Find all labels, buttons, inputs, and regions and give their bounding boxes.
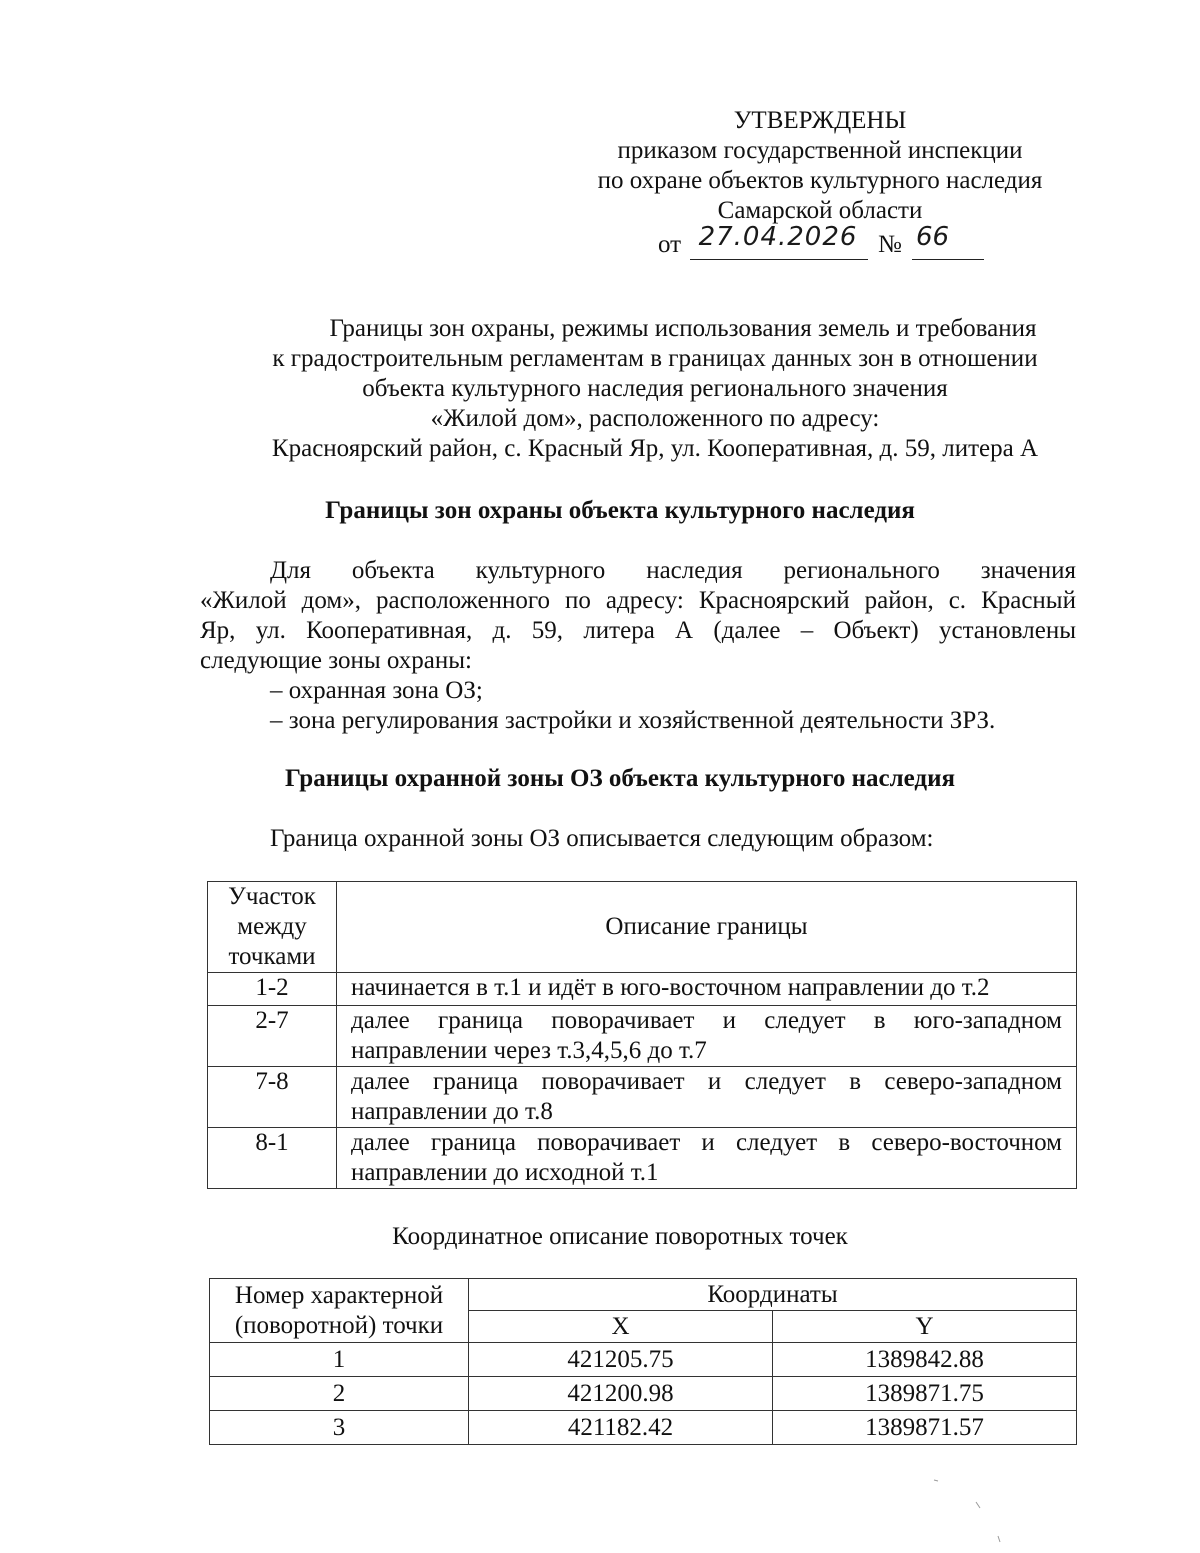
title-line: «Жилой дом», расположенного по адресу:	[430, 405, 880, 432]
segment-cell: 8-1	[208, 1128, 337, 1189]
point-cell: 2	[210, 1377, 469, 1411]
table-row	[208, 1006, 1077, 1067]
header-text: между	[237, 913, 307, 940]
description-text: далее граница поворачивает и следует в юго-западном направлении через т.3,4,5,6 до т.7	[351, 1007, 1062, 1064]
handwritten-number: 66	[916, 222, 950, 252]
segment-cell: 1-2	[208, 973, 337, 1006]
header-cell-segment	[208, 882, 337, 973]
header-cell-description: Описание границы	[337, 882, 1077, 973]
header-cell-coordinates: Координаты	[469, 1279, 1077, 1311]
date-underline	[690, 259, 868, 260]
table-header-row	[208, 882, 1077, 973]
point-cell: 1	[210, 1343, 469, 1377]
intro-text: Граница охранной зоны ОЗ описывается следующим образом:	[270, 825, 934, 852]
x-cell: 421205.75	[469, 1343, 773, 1377]
x-cell: 421182.42	[469, 1411, 773, 1445]
list-item: – зона регулирования застройки и хозяйственной деятельности ЗРЗ.	[270, 707, 996, 734]
paragraph-line: следующие зоны охраны:	[200, 647, 472, 674]
section-heading: Границы зон охраны объекта культурного наследия	[325, 497, 915, 524]
scan-specks	[930, 1470, 1020, 1550]
handwritten-date: 27.04.2026	[698, 222, 858, 252]
header-cell-y: Y	[773, 1311, 1077, 1343]
number-underline	[912, 259, 984, 260]
table-row	[208, 973, 1077, 1006]
table-row	[210, 1411, 1077, 1445]
zones-list	[270, 676, 1090, 736]
section-heading: Границы охранной зоны ОЗ объекта культурного наследия	[284, 765, 956, 792]
date-prefix: от	[658, 231, 682, 258]
table-row	[208, 1067, 1077, 1128]
description-cell	[337, 973, 1077, 1006]
segment-cell: 7-8	[208, 1067, 337, 1128]
coordinates-table	[209, 1278, 1077, 1445]
list-item: – охранная зона ОЗ;	[270, 677, 483, 704]
y-cell: 1389842.88	[773, 1343, 1077, 1377]
title-line: к градостроительным регламентам в границах данных зон в отношении	[272, 345, 1038, 372]
x-cell: 421200.98	[469, 1377, 773, 1411]
approval-title: УТВЕРЖДЕНЫ	[733, 107, 907, 134]
header-text: точками	[228, 943, 316, 970]
table-row	[208, 1128, 1077, 1189]
approval-line: приказом государственной инспекции	[617, 137, 1023, 164]
approval-line: Самарской области	[717, 197, 923, 224]
header-cell-point	[210, 1279, 469, 1343]
header-text: (поворотной) точки	[234, 1311, 444, 1339]
boundary-table	[207, 881, 1077, 1189]
coordinates-heading: Координатное описание поворотных точек	[392, 1223, 848, 1250]
title-line: Красноярский район, с. Красный Яр, ул. Кооперативная, д. 59, литера А	[271, 435, 1039, 462]
title-line: объекта культурного наследия регионального значения	[362, 375, 948, 402]
document-title	[150, 314, 1160, 464]
description-text: далее граница поворачивает и следует в северо-восточном направлении до исходной т.1	[351, 1129, 1062, 1186]
body-paragraph	[200, 556, 1076, 676]
number-prefix: №	[878, 231, 902, 258]
y-cell: 1389871.57	[773, 1411, 1077, 1445]
description-text: начинается в т.1 и идёт в юго-восточном направлении до т.2	[351, 974, 990, 1001]
approval-date-row	[580, 222, 1060, 258]
description-cell	[337, 1128, 1077, 1189]
paragraph-line: Для объекта культурного наследия регионального значения	[270, 557, 1076, 584]
approval-line: по охране объектов культурного наследия	[597, 167, 1043, 194]
segment-cell: 2-7	[208, 1006, 337, 1067]
description-text: далее граница поворачивает и следует в северо-западном направлении до т.8	[351, 1068, 1062, 1125]
table-header-row	[210, 1279, 1077, 1311]
title-line: Границы зон охраны, режимы использования земель и требования	[329, 315, 1037, 342]
paragraph-line: «Жилой дом», расположенного по адресу: Красноярский район, с. Красный	[200, 587, 1076, 614]
header-text: Участок	[228, 883, 316, 910]
point-cell: 3	[210, 1411, 469, 1445]
table-row	[210, 1377, 1077, 1411]
description-cell	[337, 1006, 1077, 1067]
header-text: Номер характерной	[234, 1281, 444, 1309]
table-row	[210, 1343, 1077, 1377]
header-cell-x: X	[469, 1311, 773, 1343]
y-cell: 1389871.75	[773, 1377, 1077, 1411]
paragraph-line: Яр, ул. Кооперативная, д. 59, литера А (далее – Объект) установлены	[200, 617, 1076, 644]
description-cell	[337, 1067, 1077, 1128]
approval-block	[580, 106, 1060, 256]
